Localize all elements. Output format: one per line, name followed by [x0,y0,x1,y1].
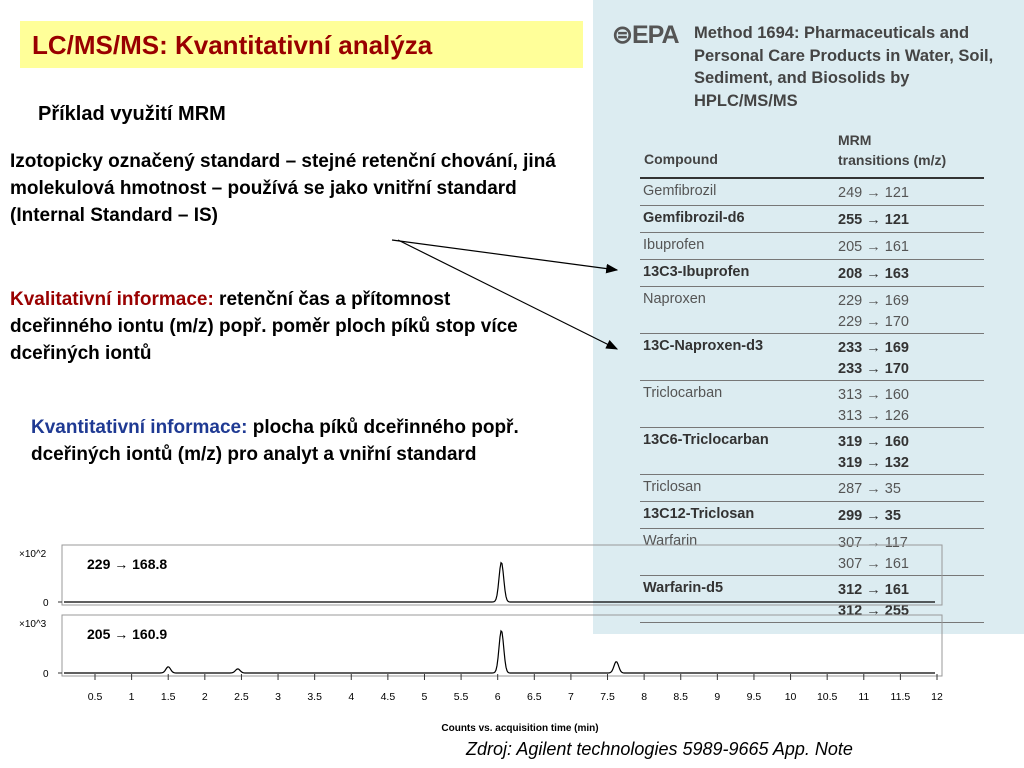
chrom-panel-frame [62,615,942,676]
y-tick-label: 0 [43,669,49,680]
x-tick-label: 10 [784,691,797,703]
quantitative-lead: Kvantitativní informace: [31,417,248,438]
trace-line [64,631,935,673]
x-tick-label: 9.5 [746,691,762,703]
compound-name: Triclosan [643,479,702,495]
header-compound: Compound [644,151,718,167]
x-tick-label: 6.5 [526,691,542,703]
mrm-transitions: 307 → 117 307 → 161 [838,535,909,572]
x-tick-label: 7 [567,691,574,703]
epa-method-title: Method 1694: Pharmaceuticals and Personal Care Products in Water, Soil, Sediment, and Biosolids by HPLC/MS/MS [694,24,994,110]
x-tick-label: 2.5 [234,691,249,703]
qualitative-lead: Kvalitativní informace: [10,289,214,310]
mrm-transitions: 208 → 163 [838,266,909,282]
source-note: Zdroj: Agilent technologies 5989-9665 App. Note [466,739,853,759]
arrow-to-naproxen-is [398,240,617,349]
mrm-transitions: 249 → 121 [838,185,909,201]
epa-logo: ⊜EPA [612,21,679,49]
x-tick-label: 1 [128,691,135,703]
slide-subtitle: Příklad využití MRM [38,103,226,125]
trace-line [64,563,935,602]
x-tick-label: 10.5 [816,691,838,703]
mrm-transitions: 233 → 169 233 → 170 [838,340,909,377]
compound-name: Triclocarban [643,385,723,401]
compound-name: 13C-Naproxen-d3 [643,338,764,354]
chromatogram [15,540,950,740]
x-tick-label: 5 [421,691,428,703]
scale-label: ×10^2 [19,549,47,560]
x-tick-label: 8 [641,691,648,703]
x-tick-label: 7.5 [600,691,615,703]
x-tick-label: 6 [494,691,501,703]
compound-name: 13C3-Ibuprofen [643,264,750,280]
compound-name: Ibuprofen [643,237,705,253]
quantitative-body: plocha píků dceřinného popř. dceřiných iontů (m/z) pro analyt a vniřní standard [31,417,519,465]
mrm-transitions: 205 → 161 [838,239,909,255]
x-tick-label: 0.5 [87,691,103,703]
compound-name: 13C12-Triclosan [643,506,755,522]
y-tick-label: 0 [43,598,49,609]
series-label: 229 → 168.8 [87,556,168,572]
compound-name: Gemfibrozil-d6 [643,210,745,226]
x-tick-label: 1.5 [160,691,176,703]
mrm-transitions: 287 → 35 [838,481,901,497]
compound-name: Warfarin [643,533,698,549]
compound-name: Naproxen [643,291,706,307]
x-tick-label: 8.5 [673,691,689,703]
x-tick-label: 5.5 [453,691,469,703]
mrm-transitions: 299 → 35 [838,508,901,524]
paragraph-internal-standard: Izotopicky označený standard – stejné retenční chování, jiná molekulová hmotnost – používá se jako vnitřní standard (Internal Standard – IS) [10,151,556,226]
compound-name: 13C6-Triclocarban [643,432,769,448]
mrm-transitions: 312 → 161 312 → 255 [838,582,909,619]
mrm-transitions: 313 → 160 313 → 126 [838,387,909,424]
compound-name: Warfarin-d5 [643,580,724,596]
x-tick-label: 11.5 [890,691,911,703]
arrow-to-ibuprofen-is [392,240,617,270]
qualitative-body: retenční čas a přítomnost dceřinného iontu (m/z) popř. poměr ploch píků stop více dceřiných iontů [10,289,518,364]
series-label: 205 → 160.9 [87,626,168,642]
header-mrm: MRM transitions (m/z) [838,132,947,168]
x-tick-label: 11 [858,691,870,703]
mrm-transitions: 319 → 160 319 → 132 [838,434,909,471]
x-tick-label: 12 [931,691,943,703]
x-tick-label: 4.5 [380,691,396,703]
x-tick-label: 9 [714,691,721,703]
epa-seal-icon: ⊜ [612,21,632,49]
x-tick-label: 3 [275,691,281,703]
x-tick-label: 2 [201,691,208,703]
chrom-panel-frame [62,545,942,605]
compound-name: Gemfibrozil [643,183,717,199]
x-tick-label: 4 [348,691,355,703]
x-axis-label: Counts vs. acquisition time (min) [441,723,599,734]
slide-title: LC/MS/MS: Kvantitativní analýza [32,30,433,60]
x-tick-label: 3.5 [307,691,322,703]
scale-label: ×10^3 [19,619,47,630]
mrm-transitions: 255 → 121 [838,212,909,228]
mrm-transitions: 229 → 169 229 → 170 [838,293,909,330]
